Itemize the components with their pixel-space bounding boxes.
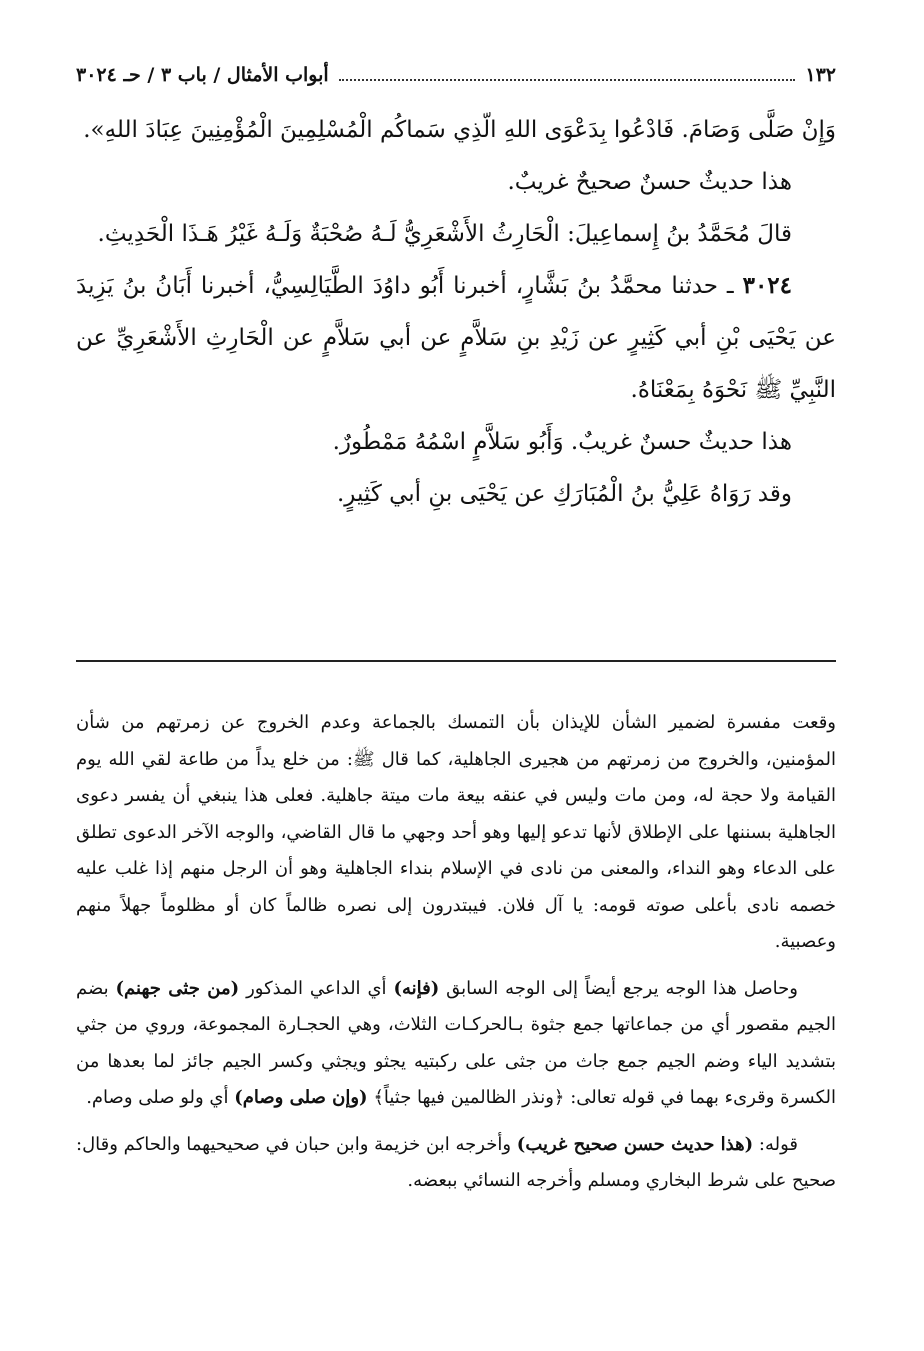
commentary-text: أي ولو صلى وصام. [86,1087,229,1108]
commentary [76,705,836,1210]
paragraph-grading-2: هذا حديثٌ حسنٌ غريبٌ. وَأَبُو سَلاَّمٍ اسْمُهُ مَمْطُورٌ. [332,429,792,455]
quoted-phrase: (هذا حديث حسن صحيح غريب) [516,1133,754,1155]
header-dotted-leader [339,78,796,81]
paragraph-hadith-3024 [76,260,836,416]
running-header [76,64,836,104]
commentary-text: أي الداعي المذكور [246,977,387,999]
commentary-text: قوله: [758,1133,798,1155]
quoted-phrase: (وإن صلى وصام) [234,1087,368,1108]
paragraph-grading: هذا حديثٌ حسنٌ صحيحٌ غريبٌ. [507,169,792,195]
paragraph-hadith-end: وَإِنْ صَلَّى وَصَامَ. فَادْعُوا بِدَعْوَى اللهِ الّذِي سَماكُم الْمُسْلِمِينَ الْمُؤْمِنِينَ عِبَادَ اللهِ». [83,117,836,143]
commentary-paragraph-3 [76,1127,836,1200]
hadith-number: ٣٠٢٤ [742,272,793,299]
footnote-divider [76,660,836,662]
main-text [76,104,836,520]
quoted-phrase: (من جثى جهنم) [115,977,240,999]
book-page [76,64,836,520]
paragraph-narration-note: وقد رَوَاهُ عَلِيُّ بنُ الْمُبَارَكِ عن يَحْيَى بنِ أبي كَثِيرٍ. [336,481,792,507]
paragraph-bukhari-comment: قالَ مُحَمَّدُ بنُ إِسماعِيلَ: الْحَارِثُ الأَشْعَرِيُّ لَـهُ صُحْبَةٌ وَلَـهُ غَيْرُ هَـذَا الْحَدِيثِ. [97,221,792,247]
commentary-text: بضم الجيم مقصور أي من جماعاتها جمع جثوة بـالحركـات الثلاث، وهي الحجـارة المجموعة، وروي من جثي بتشديد الياء وضم الجيم جمع جاث من جثى على ركبتيه يجثو ويجثي وكسر الجيم جائز لما بعدها من الكسرة وقرىء بهما في قوله تعالى: ﴿ونذر الظالمين فيها جثياً﴾ [76,977,836,1108]
commentary-text: وحاصل هذا الوجه يرجع أيضاً إلى الوجه السابق [446,977,798,999]
commentary-text: وأخرجه ابن خزيمة وابن حبان في صحيحيهما والحاكم وقال: صحيح على شرط البخاري ومسلم وأخرجه النسائي ببعضه. [76,1133,836,1191]
hadith-isnad: ـ حدثنا محمَّدُ بنُ بَشَّارٍ، أخبرنا أَبُو داوُدَ الطَّيَالِسِيُّ، أخبرنا أَبَانُ بنُ يَزِيدَ عن يَحْيَى بْنِ أبي كَثِيرٍ عن زَيْدِ بنِ سَلاَّمٍ عن أبي سَلاَّمٍ عن الْحَارِثِ الأَشْعَرِيِّ عن النَّبِيِّ ﷺ نَحْوَهُ بِمَعْنَاهُ. [76,273,836,403]
commentary-paragraph-2 [76,971,836,1117]
page-number: ١٣٢ [805,64,836,86]
commentary-paragraph-1: وقعت مفسرة لضمير الشأن للإيذان بأن التمسك بالجماعة وعدم الخروج عن زمرتهم من شأن المؤمنين، والخروج من زمرتهم من هجيرى الجاهلية، كما قال ﷺ: من خلع يداً من طاعة لقي الله يوم القيامة ولا حجة له، ومن مات وليس في عنقه بيعة مات ميتة جاهلية. فعلى هذا ينبغي أن يفسر دعوى الجاهلية بسننها على الإطلاق لأنها تدعو إليها وهو أحد وجهي ما قال القاضي، والوجه الآخر الدعوى تطلق على الدعاء وهو النداء، والمعنى من نادى في الإسلام بنداء الجاهلية وهو أن الرجل منهم إذا غلب عليه خصمه نادى بأعلى صوته قومه: يا آل فلان. فيبتدرون إلى نصره ظالماً كان أو مظلوماً جهلاً منهم وعصبية. [76,712,836,952]
running-title: أبواب الأمثال / باب ٣ / حـ ٣٠٢٤ [76,64,329,86]
quoted-phrase: (فإنه) [393,977,440,999]
